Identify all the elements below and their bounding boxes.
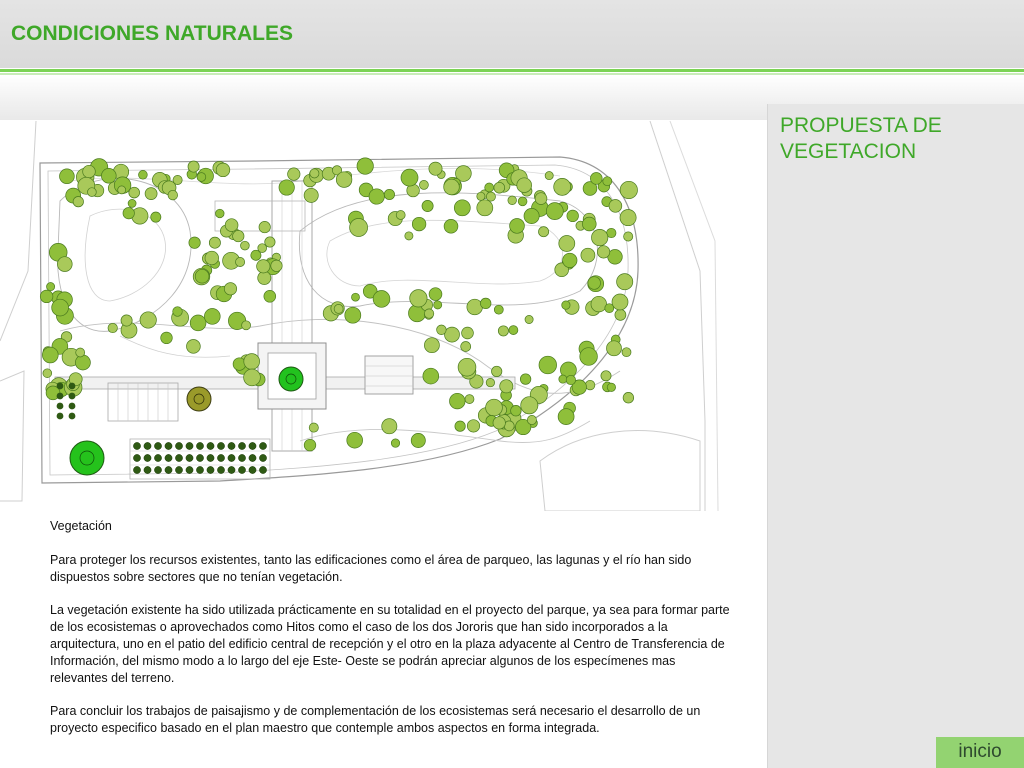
tree-symbol [309,423,318,432]
tree-symbol [228,466,235,473]
tree-symbol [585,380,595,390]
tree-symbol [412,217,426,231]
tree-symbol [228,454,235,461]
tree-symbol [175,466,182,473]
tree-symbol [509,326,518,335]
tree-symbol [423,368,439,384]
tree-symbol [241,241,250,250]
tree-symbol [101,168,116,183]
tree-symbol [492,366,502,376]
side-panel [767,104,1024,768]
paragraph-2: La vegetación existente ha sido utilizada prácticamente en su totalidad en el proyecto del parque, ya sea para formar parte de los ecosistemas o aprovechados como Hitos como el caso de los dos Jororis que han sido incorporados a la arquitectura, uno en el patio del edificio central de recepción y el otro en la plaza adyacente al Centro de Transferencia de Información, del mismo modo a lo largo del eje Este- Oeste se podrán apreciar algunos de los especímenes mas relevantes del terreno. [50,603,730,685]
tree-symbol [259,442,266,449]
tree-symbol [511,405,522,416]
tree-symbol [591,296,607,312]
tree-symbol [187,340,201,354]
tree-symbol [500,380,513,393]
tree-symbol [165,466,172,473]
tree-symbol [121,315,132,326]
tree-symbol [265,237,275,247]
tree-symbol [612,294,628,310]
tree-symbol [83,165,96,178]
tree-symbol [196,454,203,461]
tree-symbol [133,442,140,449]
tree-symbol [494,182,505,193]
tree-symbol [259,466,266,473]
tree-symbol [154,442,161,449]
tree-symbol [217,466,224,473]
tree-symbol [238,442,245,449]
tree-symbol [617,274,633,290]
tree-symbol [539,227,549,237]
tree-symbol [559,236,575,252]
tree-symbol [467,420,479,432]
tree-symbol [288,168,300,180]
tree-symbol [582,217,596,231]
tree-symbol [168,190,178,200]
tree-symbol [494,305,503,314]
tree-symbol [558,409,574,425]
tree-symbol [345,307,361,323]
tree-symbol [175,442,182,449]
tree-symbol [161,332,173,344]
tree-symbol [454,200,470,216]
tree-symbol [498,326,508,336]
tree-symbol [144,466,151,473]
tree-symbol [139,170,148,179]
tree-symbol [57,393,64,400]
tree-symbol [410,290,427,307]
tree-symbol [590,173,602,185]
tree-symbol [462,327,474,339]
tree-symbol [445,327,460,342]
tree-symbol [350,219,368,237]
tree-symbol [525,315,533,323]
tree-symbol [217,454,224,461]
tree-symbol [69,403,76,410]
tree-symbol [486,378,494,386]
tree-symbol [40,290,53,303]
tree-symbol [165,442,172,449]
tree-symbol [259,221,270,232]
tree-symbol [42,347,58,363]
tree-symbol [205,251,219,265]
tree-symbol [486,399,503,416]
tree-symbol [133,454,140,461]
tree-symbol [373,291,390,308]
tree-symbol [175,454,182,461]
tree-symbol [461,342,471,352]
tree-symbol [236,257,245,266]
tree-symbol [615,309,626,320]
tree-symbol [165,454,172,461]
tree-symbol [455,421,465,431]
tree-symbol [624,232,633,241]
tree-symbol [521,397,538,414]
tree-symbol [622,348,631,357]
tree-symbol [535,193,547,205]
header-bar [0,0,1024,68]
tree-symbol [405,232,413,240]
tree-symbol [477,200,493,216]
tree-symbol [554,178,571,195]
tree-symbol [216,163,230,177]
tree-symbol [422,200,433,211]
tree-symbol [188,161,199,172]
tree-symbol [279,180,294,195]
tree-symbol [588,277,601,290]
tree-symbol [233,230,244,241]
tree-symbol [620,210,636,226]
tree-symbol [228,442,235,449]
tree-symbol [204,309,220,325]
description-text [50,518,730,753]
tree-symbol [304,439,316,451]
tree-symbol [603,177,612,186]
tree-symbol [108,323,117,332]
tree-symbol [336,172,352,188]
tree-symbol [480,298,491,309]
tree-symbol [601,371,611,381]
tree-symbol [173,307,183,317]
tree-symbol [189,237,200,248]
tree-symbol [545,172,553,180]
tree-symbol [347,432,363,448]
tree-symbol [133,466,140,473]
tree-symbol [216,209,225,218]
tree-symbol [546,203,563,220]
tree-symbol [465,395,474,404]
tree-symbol [57,383,64,390]
tree-symbol [225,219,238,232]
tree-symbol [271,260,282,271]
tree-symbol [47,283,55,291]
tree-symbol [580,348,598,366]
paragraph-1: Para proteger los recursos existentes, tanto las edificaciones como el área de parqueo, las lagunas y el río han sido dispuestos sobre sectores que no tenían vegetación. [50,553,692,584]
tree-symbol [424,338,439,353]
tree-symbol [437,325,447,335]
side-panel-title: PROPUESTA DE VEGETACION [780,114,942,163]
header-divider [0,69,1024,72]
tree-symbol [43,369,52,378]
inicio-button[interactable]: inicio [936,737,1024,768]
tree-symbol [57,257,72,272]
tree-symbol [518,197,527,206]
tree-symbol [118,186,126,194]
tree-symbol [384,189,394,199]
tree-symbol [493,417,505,429]
tree-symbol [249,466,256,473]
tree-symbol [264,290,276,302]
tree-symbol [567,210,579,222]
tree-symbol [76,348,85,357]
tree-symbol [258,271,271,284]
tree-symbol [140,312,156,328]
tree-symbol [605,304,614,313]
tree-symbol [52,299,69,316]
tree-symbol [186,466,193,473]
tree-symbol [257,260,270,273]
tree-symbol [69,413,76,420]
tree-symbol [444,179,460,195]
tree-symbol [352,293,360,301]
tree-symbol [144,454,151,461]
tree-symbol [195,269,209,283]
tree-symbol [145,188,157,200]
tree-symbol [357,158,373,174]
tree-symbol [249,442,256,449]
tree-symbol [196,466,203,473]
tree-symbol [369,189,384,204]
tree-symbol [429,288,442,301]
tree-symbol [458,358,476,376]
tree-symbol [592,229,608,245]
tree-symbol [207,442,214,449]
tree-symbol [209,237,220,248]
tree-symbol [429,162,442,175]
tree-symbol [244,369,261,386]
tree-symbol [382,419,397,434]
tree-symbol [238,454,245,461]
tree-symbol [467,299,483,315]
tree-symbol [186,442,193,449]
tree-symbol [597,246,609,258]
tree-symbol [151,212,161,222]
tree-symbol [559,375,567,383]
tree-symbol [424,309,433,318]
tree-symbol [607,383,615,391]
paragraph-3: Para concluir los trabajos de paisajismo y de complementación de los ecosistemas será necesario el desarrollo de un proyecto especifico basado en el plan maestro que contemple ambos aspectos en forma integrada. [50,704,701,735]
tree-symbol [607,341,622,356]
tree-symbol [566,375,575,384]
tree-symbol [197,173,206,182]
tree-symbol [609,200,622,213]
tree-symbol [411,433,425,447]
page-title: CONDICIONES NATURALES [11,22,293,45]
tree-symbol [186,454,193,461]
tree-symbol [401,169,418,186]
tree-symbol [249,454,256,461]
tree-symbol [190,315,206,331]
section-heading: Vegetación [50,519,112,533]
tree-symbol [69,393,76,400]
tree-symbol [154,466,161,473]
tree-symbol [129,187,140,198]
tree-symbol [207,454,214,461]
tree-symbol [304,188,318,202]
tree-symbol [128,199,136,207]
tree-symbol [217,442,224,449]
tree-symbol [620,181,637,198]
tree-symbol [207,466,214,473]
tree-symbol [144,442,151,449]
tree-symbol [88,188,97,197]
site-plan-image [0,121,720,511]
tree-symbol [623,392,634,403]
tree-symbol [259,454,266,461]
tree-symbol [196,442,203,449]
tree-symbol [238,466,245,473]
tree-symbol [510,219,525,234]
tree-symbol [244,354,260,370]
tree-symbol [57,403,64,410]
tree-symbol [486,192,495,201]
tree-symbol [477,192,485,200]
tree-symbol [450,393,466,409]
tree-symbol [123,208,134,219]
tree-symbol [581,248,595,262]
site-plan-drawing [0,121,720,511]
tree-symbol [524,208,539,223]
tree-symbol [75,355,90,370]
tree-symbol [485,183,494,192]
tree-symbol [391,439,399,447]
tree-symbol [396,211,405,220]
tree-symbol [520,374,531,385]
tree-symbol [539,356,557,374]
tree-symbol [444,219,458,233]
tree-symbol [419,180,428,189]
tree-symbol [57,413,64,420]
tree-symbol [563,253,577,267]
tree-symbol [527,415,536,424]
tree-symbol [310,169,319,178]
tree-symbol [73,197,83,207]
tree-symbol [154,454,161,461]
tree-symbol [69,383,76,390]
tree-symbol [517,178,532,193]
tree-symbol [60,169,75,184]
tree-symbol [334,304,343,313]
tree-symbol [562,301,570,309]
tree-symbol [224,283,236,295]
tree-symbol [508,196,517,205]
tree-symbol [242,321,251,330]
tree-symbol [434,301,442,309]
